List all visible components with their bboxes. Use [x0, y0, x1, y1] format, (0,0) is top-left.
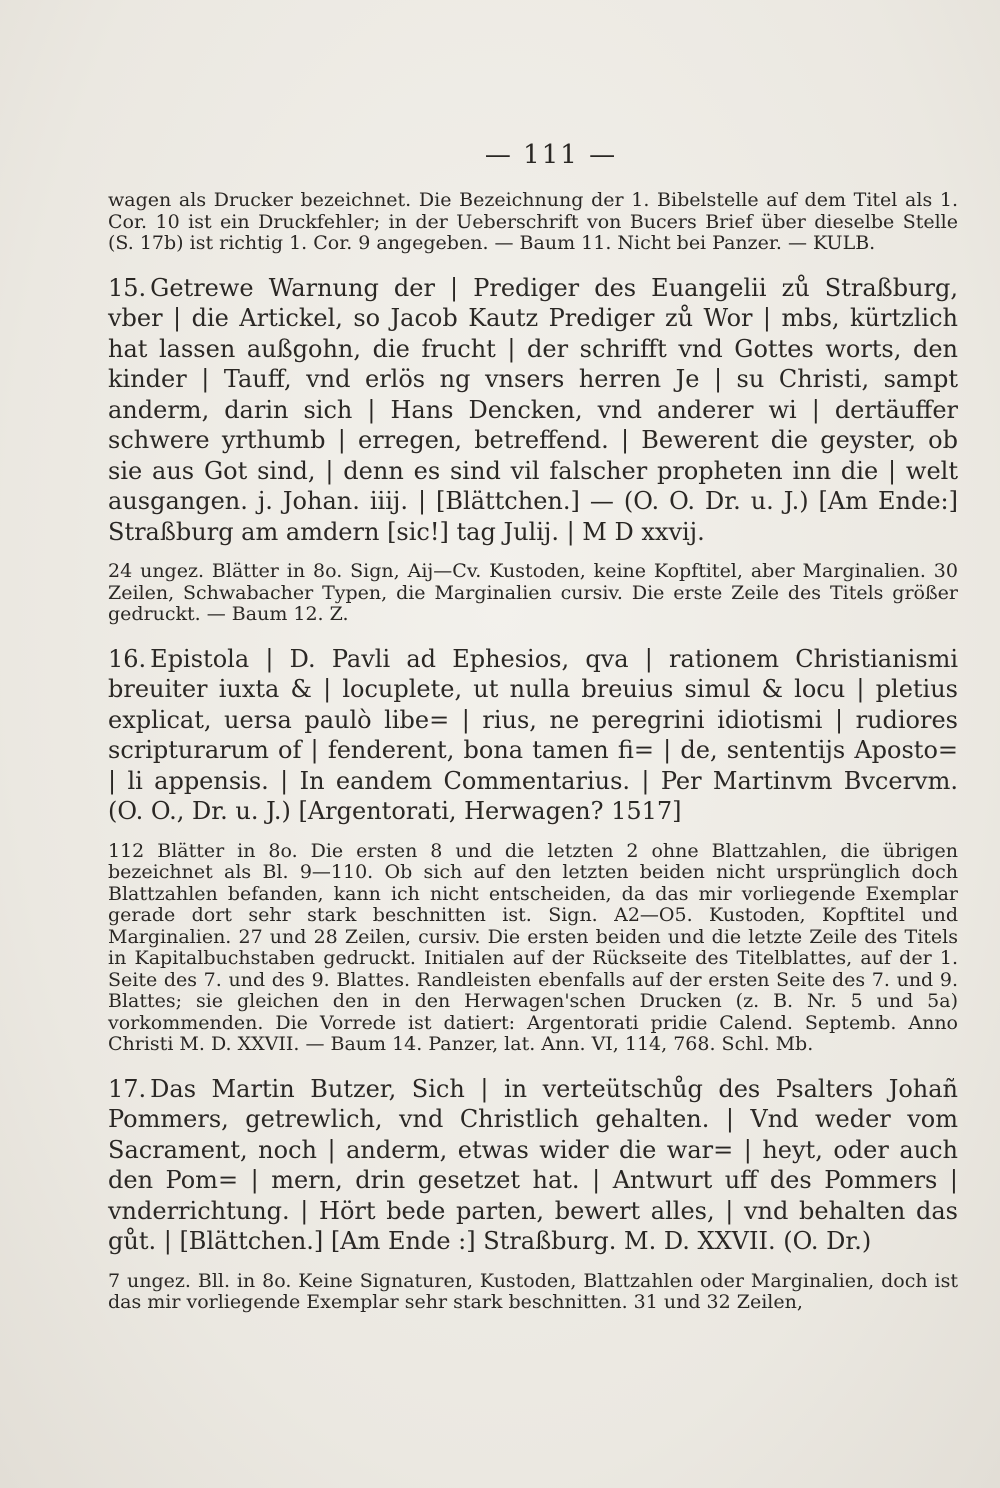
entry-17-note: 7 ungez. Bll. in 8o. Keine Signaturen, Kustoden, Blattzahlen oder Marginalien, doch ist das mir vorliegende Exemplar sehr stark beschnitten. 31 und 32 Zeilen,: [108, 1269, 958, 1313]
entry-number: 15.: [108, 273, 147, 302]
entry-title-text: Das Martin Butzer, Sich | in verteütschůg des Psalters Johañ Pommers, getrewlich, vnd Christlich gehalten. | Vnd weder vom Sacrament, noch | anderm, etwas wider die war= | heyt, oder auch den Pom= | mern, drin gesetzet hat. | Antwurt uff des Pommers | vnderrichtung. | Hört bede parten, bewert alles, | vnd behalten das gůt. | [Blättchen.] [Am Ende :] Straßburg. M. D. XXVII. (O. Dr.): [108, 1074, 958, 1255]
entry-15-title: [108, 273, 958, 548]
entry-number: 17.: [108, 1074, 147, 1103]
entry-16-note: 112 Blätter in 8o. Die ersten 8 und die letzten 2 ohne Blattzahlen, die übrigen bezeichnet als Bl. 9—110. Ob sich auf den letzten beiden nicht ursprünglich doch Blattzahlen befanden, kann ich nicht entscheiden, da das mir vorliegende Exemplar gerade dort sehr stark beschnitten ist. Sign. A2—O5. Kustoden, Kopftitel und Marginalien. 27 und 28 Zeilen, cursiv. Die ersten beiden und die letzte Zeile des Titels in Kapitalbuchstaben gedruckt. Initialen auf der Rückseite des Titelblattes, auf der 1. Seite des 7. und des 9. Blattes. Randleisten ebenfalls auf der ersten Seite des 7. und 9. Blattes; sie gleichen den in den Herwagen'schen Drucken (z. B. Nr. 5 und 5a) vorkommenden. Die Vorrede ist datiert: Argentorati pridie Calend. Septemb. Anno Christi M. D. XXVII. — Baum 14. Panzer, lat. Ann. VI, 114, 768. Schl. Mb.: [108, 839, 958, 1055]
entry-number: 16.: [108, 644, 147, 673]
intro-note: wagen als Drucker bezeichnet. Die Bezeichnung der 1. Bibelstelle auf dem Titel als 1. Cor. 10 ist ein Druckfehler; in der Ueberschrift von Bucers Brief über dieselbe Stelle (S. 17b) ist richtig 1. Cor. 9 angegeben. — Baum 11. Nicht bei Panzer. — KULB.: [108, 189, 958, 254]
entry-title-text: Epistola | D. Pavli ad Ephesios, qva | rationem Christianismi breuiter iuxta & | locuplete, ut nulla breuius simul & locu | pletius explicat, uersa paulò libe= | rius, ne peregrini idiotismi | rudiores scripturarum of | fenderent, bona tamen fi= | de, sententijs Aposto= | li appensis. | In eandem Commentarius. | Per Martinvm Bvcervm. (O. O., Dr. u. J.) [Argentorati, Herwagen? 1517]: [108, 644, 958, 825]
entry-title-text: Getrewe Warnung der | Prediger des Euangelii zů Straßburg, vber | die Artickel, so Jacob Kautz Prediger zů Wor | mbs, kürtzlich hat lassen außgohn, die frucht | der schrifft vnd Gottes worts, den kinder | Tauff, vnd erlös ng vnsers herren Je | su Christi, sampt anderm, darin sich | Hans Dencken, vnd anderer wi | dertäuffer schwere yrthumb | erregen, betreffend. | Bewerent die geyster, ob sie aus Got sind, | denn es sind vil falscher propheten inn die | welt ausgangen. j. Johan. iiij. | [Blättchen.] — (O. O. Dr. u. J.) [Am Ende:] Straßburg am amdern [sic!] tag Julij. | M D xxvij.: [108, 273, 958, 546]
page-number: — 111 —: [484, 140, 618, 170]
page-content: [108, 140, 958, 1314]
entry-15-note: 24 ungez. Blätter in 8o. Sign, Aij—Cv. Kustoden, keine Kopftitel, aber Marginalien. 30 Zeilen, Schwabacher Typen, die Marginalien cursiv. Die erste Zeile des Titels größer gedruckt. — Baum 12. Z.: [108, 560, 958, 625]
entry-17-title: [108, 1074, 958, 1257]
entry-16-title: [108, 644, 958, 827]
